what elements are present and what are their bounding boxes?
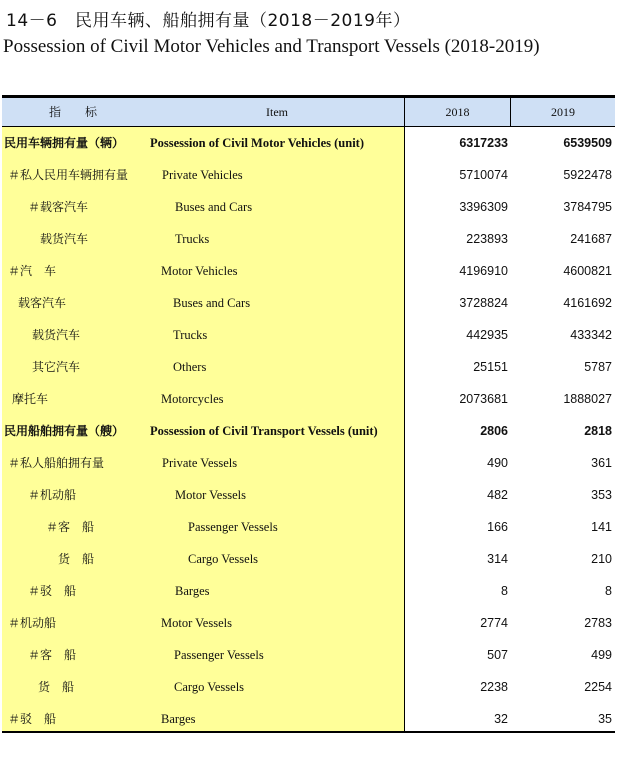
row-label-cn: 货 船 <box>38 680 75 694</box>
cell-2019: 2783 <box>584 616 612 630</box>
row-label-en: Trucks <box>175 232 210 246</box>
cell-2018: 223893 <box>466 232 508 246</box>
cell-2019: 1888027 <box>563 392 612 406</box>
row-label-cn: 摩托车 <box>12 392 49 406</box>
cell-2018: 4196910 <box>459 264 508 278</box>
row-label-en: Buses and Cars <box>173 296 251 310</box>
cell-2018: 507 <box>487 648 508 662</box>
row-label-en: Barges <box>161 712 196 726</box>
row-label-en: Cargo Vessels <box>174 680 245 694</box>
row-label-cn: ＃私人船舶拥有量 <box>8 456 105 470</box>
row-label-cn: ＃载客汽车 <box>28 200 89 214</box>
cell-2018: 490 <box>487 456 508 470</box>
table-row <box>2 351 615 383</box>
row-label-en: Possession of Civil Transport Vessels (unit) <box>150 424 378 438</box>
cell-2019: 4600821 <box>563 264 612 278</box>
title-en: Possession of Civil Motor Vehicles and Transport Vessels (2018-2019) <box>3 36 540 57</box>
row-label-cn: 货 船 <box>58 552 95 566</box>
row-label-cn: 载货汽车 <box>32 328 81 342</box>
cell-2019: 361 <box>591 456 612 470</box>
cell-2019: 4161692 <box>563 296 612 310</box>
cell-2018: 32 <box>494 712 508 726</box>
row-label-en: Passenger Vessels <box>174 648 264 662</box>
table-row <box>2 607 615 639</box>
cell-2019: 2818 <box>584 424 612 438</box>
title-cn: 14－6 民用车辆、船舶拥有量（2018－2019年） <box>6 11 411 31</box>
cell-2018: 2073681 <box>459 392 508 406</box>
cell-2019: 35 <box>598 712 612 726</box>
row-label-cn: ＃客 船 <box>46 520 95 534</box>
header-item: Item <box>150 98 405 126</box>
cell-2019: 499 <box>591 648 612 662</box>
table-row <box>2 255 615 287</box>
row-label-cn: ＃私人民用车辆拥有量 <box>8 168 129 182</box>
row-label-en: Motor Vehicles <box>161 264 238 278</box>
row-label-en: Motor Vessels <box>161 616 232 630</box>
row-label-en: Private Vessels <box>162 456 238 470</box>
row-label-en: Others <box>173 360 207 374</box>
row-label-en: Possession of Civil Motor Vehicles (unit) <box>150 136 365 150</box>
cell-2019: 8 <box>605 584 612 598</box>
row-label-cn: ＃驳 船 <box>8 712 57 726</box>
row-label-cn: ＃驳 船 <box>28 584 77 598</box>
table-row <box>2 319 615 351</box>
table-body <box>2 127 615 731</box>
table-header <box>2 98 615 127</box>
row-label-en: Trucks <box>173 328 208 342</box>
cell-2018: 482 <box>487 488 508 502</box>
header-2018: 2018 <box>405 98 511 126</box>
cell-2019: 433342 <box>570 328 612 342</box>
cell-2019: 210 <box>591 552 612 566</box>
row-label-cn: 民用车辆拥有量（辆） <box>4 136 125 150</box>
cell-2018: 8 <box>501 584 508 598</box>
row-label-en: Barges <box>175 584 210 598</box>
table-row <box>2 191 615 223</box>
cell-2019: 6539509 <box>563 136 612 150</box>
row-label-cn: ＃汽 车 <box>8 264 57 278</box>
cell-2018: 25151 <box>473 360 508 374</box>
table-row <box>2 287 615 319</box>
row-label-cn: 其它汽车 <box>32 360 81 374</box>
row-label-cn: ＃客 船 <box>28 648 77 662</box>
table-row <box>2 639 615 671</box>
table-row <box>2 543 615 575</box>
table-row <box>2 671 615 703</box>
table-row <box>2 159 615 191</box>
row-label-cn: 载客汽车 <box>18 296 67 310</box>
header-2019: 2019 <box>551 105 575 119</box>
row-label-cn: 载货汽车 <box>40 232 89 246</box>
cell-2018: 2774 <box>480 616 508 630</box>
cell-2018: 314 <box>487 552 508 566</box>
cell-2019: 5922478 <box>563 168 612 182</box>
cell-2018: 2238 <box>480 680 508 694</box>
table-row <box>2 223 615 255</box>
row-label-cn: 民用船舶拥有量（艘） <box>4 424 125 438</box>
table-row <box>2 511 615 543</box>
row-label-en: Private Vehicles <box>162 168 243 182</box>
row-label-cn: ＃机动船 <box>28 488 77 502</box>
header-indicator: 指 标 <box>48 105 103 119</box>
table-row <box>2 479 615 511</box>
cell-2019: 2254 <box>584 680 612 694</box>
table-row <box>2 575 615 607</box>
cell-2019: 141 <box>591 520 612 534</box>
cell-2019: 3784795 <box>563 200 612 214</box>
cell-2018: 3396309 <box>459 200 508 214</box>
table-bottom-rule <box>2 731 615 733</box>
table-row <box>2 447 615 479</box>
row-label-en: Cargo Vessels <box>188 552 259 566</box>
table-row <box>2 383 615 415</box>
table-row <box>2 415 615 447</box>
row-label-cn: ＃机动船 <box>8 616 57 630</box>
cell-2018: 166 <box>487 520 508 534</box>
row-label-en: Passenger Vessels <box>188 520 278 534</box>
cell-2018: 3728824 <box>459 296 508 310</box>
cell-2018: 5710074 <box>459 168 508 182</box>
row-label-en: Buses and Cars <box>175 200 253 214</box>
cell-2019: 241687 <box>570 232 612 246</box>
cell-2019: 353 <box>591 488 612 502</box>
cell-2019: 5787 <box>584 360 612 374</box>
row-label-en: Motorcycles <box>161 392 224 406</box>
table-row <box>2 127 615 159</box>
row-label-en: Motor Vessels <box>175 488 246 502</box>
cell-2018: 2806 <box>480 424 508 438</box>
cell-2018: 6317233 <box>459 136 508 150</box>
cell-2018: 442935 <box>466 328 508 342</box>
